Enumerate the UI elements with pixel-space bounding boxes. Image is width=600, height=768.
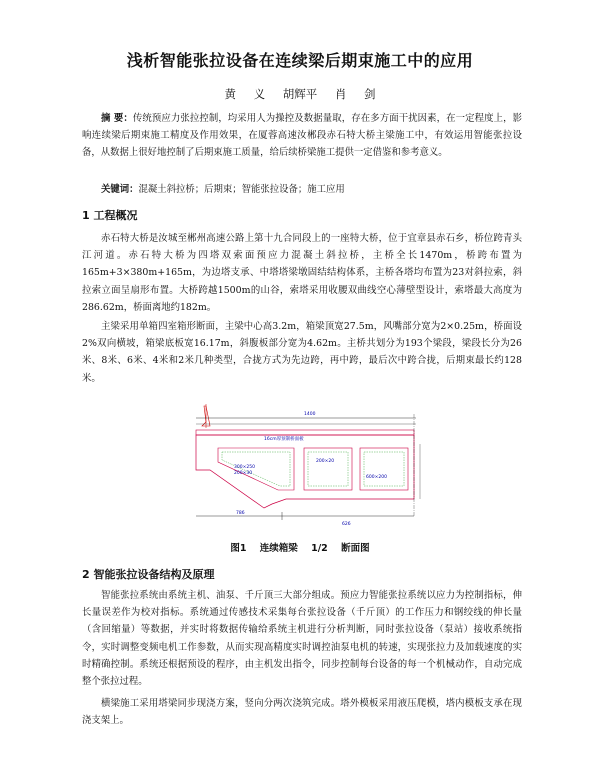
section-2-paragraph-1: 智能张拉系统由系统主机、油泵、千斤顶三大部分组成。预应力智能张拉系统以应力为控制指标，伸长量误差作为校对指标。系统通过传感技术采集每台张拉设备（千斤顶）的工作压力和钢绞线的伸长量（含回缩量）等数据，并实时将数据传输给系统主机进行分析判断，同时张拉设备（泵站）接收系统指令，实时调整变频电机工作参数，从而实现高精度实时调控油泵电机的转速，实现张拉力及加载速度的实时精确控制。系统还根据预设的程序，由主机发出指令，同步控制每台设备的每一个机械动作，自动完成整个张拉过程。: [82, 590, 522, 688]
inner-cell-2: [304, 448, 352, 490]
dim-bottom-left-label: 786: [236, 511, 245, 516]
dim-bottom-right-label: 626: [342, 522, 351, 527]
keywords-label: 关键词：: [101, 184, 139, 195]
abstract-label: 摘 要：: [101, 113, 133, 124]
paper-title: 浅析智能张拉设备在连续梁后期束施工中的应用: [126, 51, 474, 70]
cell-label-3: 200×20: [316, 459, 335, 464]
deck-slab-shape: [196, 430, 414, 435]
keywords-text: 混凝土斜拉桥；后期束；智能张拉设备；施工应用: [138, 184, 345, 195]
section-1-heading: 1 工程概况: [82, 209, 138, 222]
keywords: [82, 181, 522, 198]
dim-top-label: 1400: [304, 412, 316, 417]
dashed-cell-3: [364, 452, 404, 486]
section-1-paragraph-1: 赤石特大桥是汝城至郴州高速公路上第十九合同段上的一座特大桥，位于宜章县赤石乡，桥位跨青头江河道。赤石特大桥为四塔双索面预应力混凝土斜拉桥，主桥全长1470m，桥跨布置为165m+3×380m+165m，为边塔支承、中塔塔梁墩固结结构体系，主桥各塔均布置为23对斜拉索，斜拉索立面呈扇形布置。大桥跨越1500m的山谷，索塔采用收腰双曲线空心薄壁型设计，索塔最大高度为286.62m，桥面离地约182m。: [82, 233, 522, 313]
cell-label-1: 300×250: [234, 465, 255, 470]
authors: 黄 义 胡辉平 肖 剑: [224, 87, 376, 101]
cell-label-4: 600×200: [366, 475, 387, 480]
box-girder-section-figure: [186, 404, 426, 534]
dashed-cell-2: [308, 452, 348, 486]
inner-cell-3: [360, 448, 408, 490]
section-2-paragraph-2: 横梁施工采用塔梁同步现浇方案，竖向分两次浇筑完成。塔外模板采用液压爬模，塔内模板支承在现浇支架上。: [82, 698, 522, 727]
box-girder-outline: [196, 435, 414, 508]
abstract: [82, 110, 522, 162]
abstract-text: 传统预应力张拉控制，均采用人为操控及数据量取，存在多方面干扰因素，在一定程度上，影响连续梁后期束施工精度及作用效果，在厦蓉高速汝郴段赤石特大桥主梁施工中，有效运用智能张拉设备，从数据上很好地控制了后期束施工质量，给后续桥梁施工提供一定借鉴和参考意义。: [82, 113, 522, 159]
figure-caption: 图1 连续箱梁 1/2 断面图: [230, 543, 370, 554]
slab-label: 16cm厚预制桥面板: [264, 437, 304, 442]
section-1-paragraph-2: 主梁采用单箱四室箱形断面，主梁中心高3.2m，箱梁顶宽27.5m，风嘴部分宽为2×0.25m，桥面设2%双向横坡，箱梁底板宽16.17m，斜腹板部分宽为4.62m。主桥共划分为193个梁段，梁段长分为26米、8米、6米、4米和2米几种类型，合拢方式为先边跨，再中跨，最后次中跨合拢，后期束最长约128米。: [82, 321, 522, 384]
cell-label-2: 200×30: [234, 471, 253, 476]
section-2-heading: 2 智能张拉设备结构及原理: [82, 568, 215, 581]
dashed-cell-1: [222, 452, 290, 486]
